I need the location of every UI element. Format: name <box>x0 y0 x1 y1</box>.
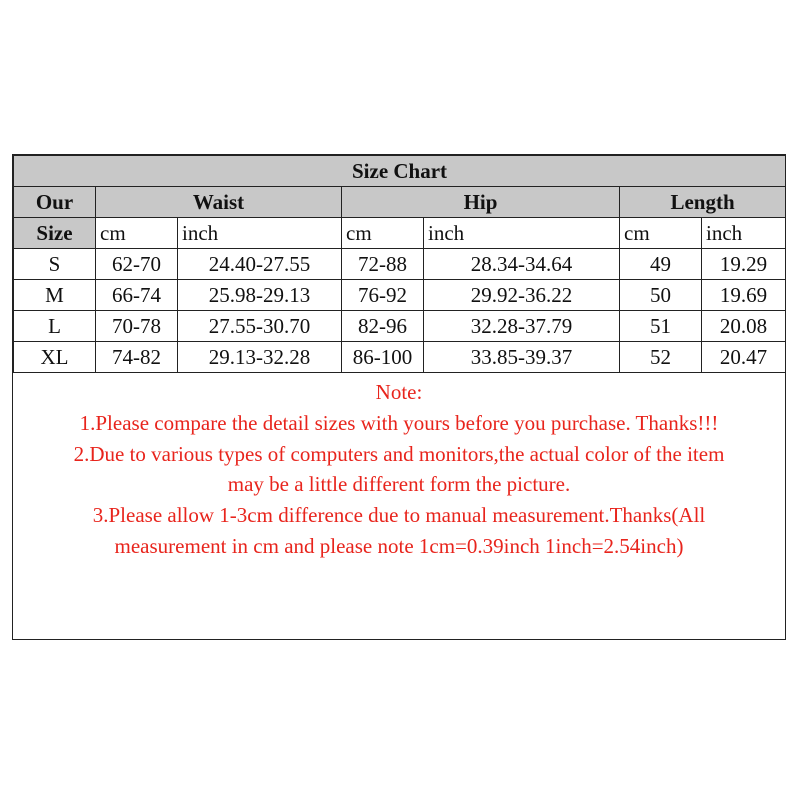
note-line: measurement in cm and please note 1cm=0.39inch 1inch=2.54inch) <box>114 533 684 558</box>
row-waist-cm: 74-82 <box>96 342 178 373</box>
header-length: Length <box>620 187 786 218</box>
header-hip: Hip <box>342 187 620 218</box>
unit-row <box>14 218 786 249</box>
row-waist-inch: 27.55-30.70 <box>178 311 342 342</box>
row-waist-cm: 70-78 <box>96 311 178 342</box>
row-waist-inch: 24.40-27.55 <box>178 249 342 280</box>
row-length-inch: 20.08 <box>702 311 786 342</box>
row-hip-cm: 82-96 <box>342 311 424 342</box>
note-heading: Note: <box>375 380 423 404</box>
header-row <box>14 187 786 218</box>
chart-title: Size Chart <box>14 156 786 187</box>
row-hip-cm: 86-100 <box>342 342 424 373</box>
header-waist: Waist <box>96 187 342 218</box>
table-row <box>14 280 786 311</box>
row-hip-inch: 28.34-34.64 <box>424 249 620 280</box>
note-line: 3.Please allow 1-3cm difference due to manual measurement.Thanks(All <box>92 503 706 528</box>
row-size: S <box>14 249 96 280</box>
row-hip-inch: 33.85-39.37 <box>424 342 620 373</box>
note-section <box>13 377 785 562</box>
table-row <box>14 342 786 373</box>
row-length-cm: 49 <box>620 249 702 280</box>
size-chart-table <box>13 155 786 373</box>
row-waist-cm: 66-74 <box>96 280 178 311</box>
row-size: XL <box>14 342 96 373</box>
row-size: L <box>14 311 96 342</box>
header-size: Size <box>14 218 96 249</box>
table-row <box>14 249 786 280</box>
table-row <box>14 311 786 342</box>
row-waist-cm: 62-70 <box>96 249 178 280</box>
note-line: may be a little different form the picture. <box>227 472 571 497</box>
unit-hip-inch: inch <box>424 218 620 249</box>
row-length-cm: 52 <box>620 342 702 373</box>
note-line: 2.Due to various types of computers and monitors,the actual color of the item <box>73 441 725 466</box>
row-waist-inch: 29.13-32.28 <box>178 342 342 373</box>
unit-length-cm: cm <box>620 218 702 249</box>
row-hip-cm: 72-88 <box>342 249 424 280</box>
unit-waist-inch: inch <box>178 218 342 249</box>
row-length-inch: 20.47 <box>702 342 786 373</box>
row-hip-cm: 76-92 <box>342 280 424 311</box>
row-size: M <box>14 280 96 311</box>
note-line: 1.Please compare the detail sizes with yours before you purchase. Thanks!!! <box>79 410 719 435</box>
row-hip-inch: 29.92-36.22 <box>424 280 620 311</box>
row-hip-inch: 32.28-37.79 <box>424 311 620 342</box>
unit-length-inch: inch <box>702 218 786 249</box>
row-length-inch: 19.69 <box>702 280 786 311</box>
unit-waist-cm: cm <box>96 218 178 249</box>
row-length-cm: 51 <box>620 311 702 342</box>
title-row <box>14 156 786 187</box>
row-length-cm: 50 <box>620 280 702 311</box>
unit-hip-cm: cm <box>342 218 424 249</box>
row-length-inch: 19.29 <box>702 249 786 280</box>
header-our: Our <box>14 187 96 218</box>
row-waist-inch: 25.98-29.13 <box>178 280 342 311</box>
size-chart-frame <box>12 154 786 640</box>
